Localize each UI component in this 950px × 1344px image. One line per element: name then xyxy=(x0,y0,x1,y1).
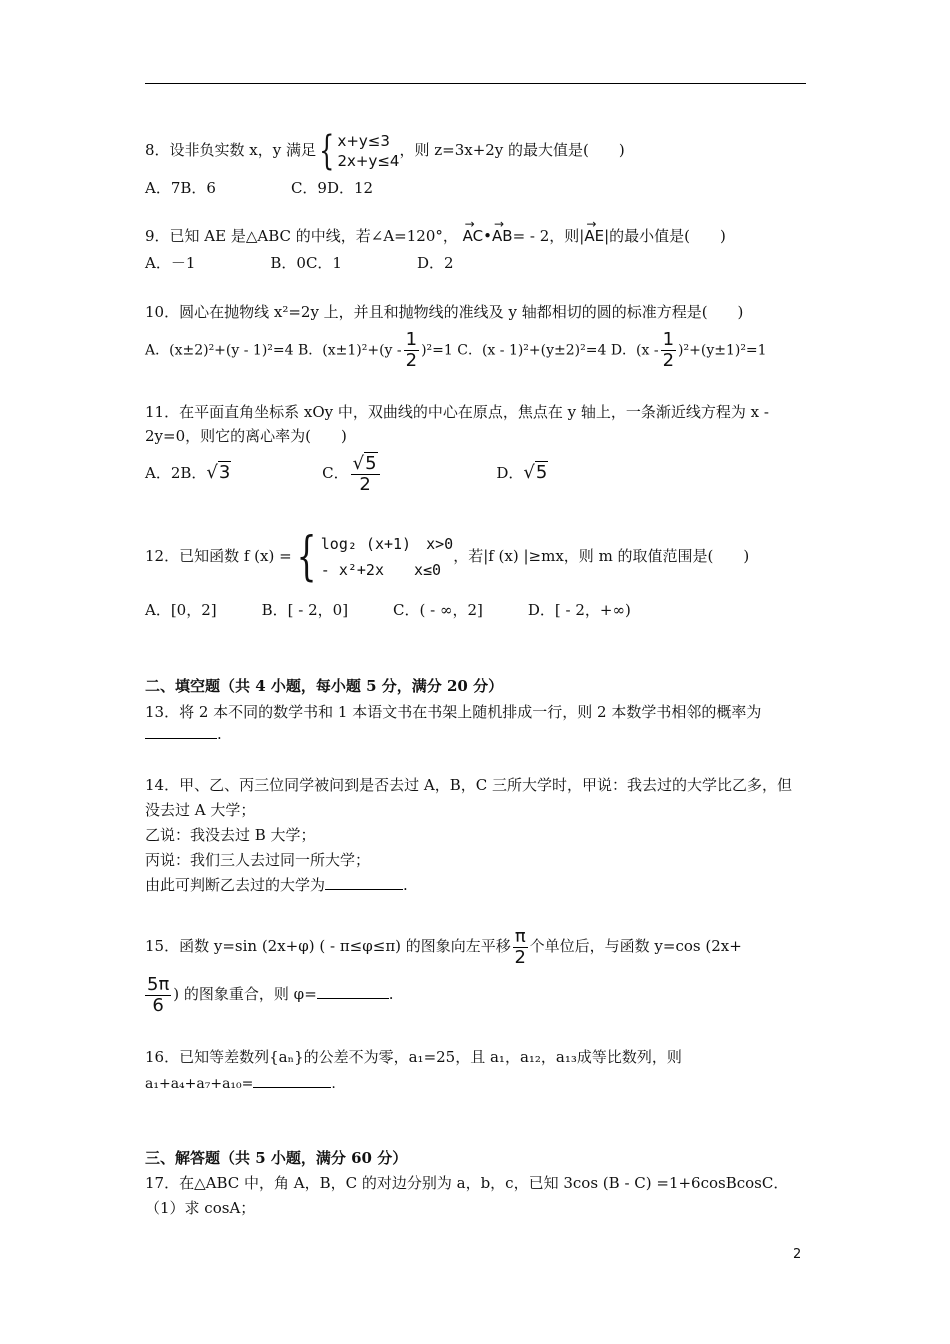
q13-answer-line xyxy=(145,724,222,744)
fraction-half xyxy=(404,330,419,371)
radicand: 5 xyxy=(535,462,548,483)
answer-blank[interactable] xyxy=(325,875,403,890)
question-14-line3: 乙说：我没去过 B 大学； xyxy=(145,826,316,844)
fraction-half-2 xyxy=(661,330,676,371)
answer-blank[interactable] xyxy=(145,724,217,739)
vector-ab: → AB xyxy=(492,226,513,246)
q11-options xyxy=(145,451,548,495)
q9-tail: |的最小值是( ) xyxy=(604,227,726,245)
fraction-pi-over-2 xyxy=(513,927,528,968)
q11-opt-c: C． xyxy=(322,464,349,482)
question-17-line2: （1）求 cosA； xyxy=(145,1199,256,1217)
frac-den: 2 xyxy=(359,473,371,495)
case-1: log₂ (x+1) x>0 xyxy=(320,535,454,553)
question-15-line1 xyxy=(145,924,742,968)
radicand: 5 xyxy=(365,452,377,474)
q15-stem: 15．函数 y=sin (2x+φ) ( - π≤φ≤π) 的图象向左平移 xyxy=(145,937,511,955)
q10-opt-bc: )²=1 C．(x - 1)²+(y±2)²=4 D．(x - xyxy=(421,342,659,359)
period: . xyxy=(217,725,222,743)
q15-stem-cont: 个单位后，与函数 y=cos (2x+ xyxy=(529,937,742,955)
case-2: - x²+2x x≤0 xyxy=(320,561,442,579)
frac-den: 2 xyxy=(514,946,526,968)
question-14-line4: 丙说：我们三人去过同一所大学； xyxy=(145,851,371,869)
q11-opt-d: D． xyxy=(496,464,524,482)
q15-prompt: ) 的图象重合，则 φ= xyxy=(173,985,317,1003)
q11-opt-ab: A．2B． xyxy=(145,464,207,482)
period: . xyxy=(331,1076,336,1092)
section-2-heading: 二、填空题（共 4 小题，每小题 5 分，满分 20 分） xyxy=(145,677,504,695)
question-16-line2 xyxy=(145,1073,336,1094)
section-3-heading: 三、解答题（共 5 小题，满分 60 分） xyxy=(145,1149,408,1167)
q12-options: A．[0，2] B．[ - 2，0] C．( - ∞，2] D．[ - 2，+∞) xyxy=(145,601,631,619)
q10-options xyxy=(145,330,767,371)
frac-num xyxy=(351,454,380,475)
frac-num: 1 xyxy=(662,329,675,350)
page-number: 2 xyxy=(793,1247,802,1262)
fraction-5pi-over-6 xyxy=(145,975,171,1016)
piecewise-brace: { xyxy=(296,527,317,587)
vector-ac: → AC xyxy=(463,226,483,246)
q10-opt-a: A．(x±2)²+(y - 1)²=4 B．(x±1)²+(y - xyxy=(145,342,402,359)
frac-num: π xyxy=(514,925,526,947)
q9-mid: = - 2，则| xyxy=(512,227,585,245)
question-16-line1: 16．已知等差数列{aₙ}的公差不为零，a₁=25，且 a₁，a₁₂，a₁₃成等比数列，则 xyxy=(145,1048,682,1066)
question-11-line2: 2y=0，则它的离心率为( ) xyxy=(145,427,347,445)
period: . xyxy=(388,985,394,1003)
question-15-line2 xyxy=(145,972,394,1016)
q9-options: A．－1 B．0C．1 D．2 xyxy=(145,254,454,272)
piecewise-cases xyxy=(321,531,453,583)
q16-prompt: a₁+a₄+a₇+a₁₀= xyxy=(145,1076,254,1092)
question-9 xyxy=(145,226,726,246)
frac-den: 2 xyxy=(662,350,675,371)
constraint-2: 2x+y≤4 xyxy=(337,152,400,170)
sqrt-3: √3 xyxy=(206,462,231,483)
constraint-1: x+y≤3 xyxy=(337,132,390,150)
q14-prompt: 由此可判断乙去过的大学为 xyxy=(145,876,326,894)
period: . xyxy=(403,876,408,894)
question-14-line5 xyxy=(145,875,408,895)
question-13: 13．将 2 本不同的数学书和 1 本语文书在书架上随机排成一行，则 2 本数学书相邻的概率为 xyxy=(145,703,762,721)
vector-ae: → AE xyxy=(584,226,604,246)
constraint-system xyxy=(337,131,399,171)
frac-num: 5π xyxy=(147,973,170,995)
question-14-line1: 14．甲、乙、丙三位同学被问到是否去过 A，B，C 三所大学时，甲说：我去过的大学比乙多，但 xyxy=(145,776,792,794)
question-10: 10．圆心在抛物线 x²=2y 上，并且和抛物线的准线及 y 轴都相切的圆的标准方程是( ) xyxy=(145,303,744,321)
header-rule xyxy=(145,83,806,84)
question-8 xyxy=(145,128,625,174)
q9-stem: 9．已知 AE 是△ABC 的中线，若∠A=120°， xyxy=(145,227,458,245)
frac-den: 2 xyxy=(405,350,418,371)
question-17-line1: 17．在△ABC 中，角 A，B，C 的对边分别为 a，b，c，已知 3cos (B - C) =1+6cosBcosC． xyxy=(145,1174,789,1192)
question-14-line2: 没去过 A 大学； xyxy=(145,801,256,819)
sqrt-5: √5 xyxy=(523,462,548,483)
radicand: 3 xyxy=(218,462,231,483)
answer-blank[interactable] xyxy=(253,1073,331,1088)
q8-options: A．7B．6 C．9D．12 xyxy=(145,179,374,197)
q10-opt-d: )²+(y±1)²=1 xyxy=(678,342,767,359)
q8-stem: 8．设非负实数 x，y 满足 xyxy=(145,141,317,159)
question-11-line1: 11．在平面直角坐标系 xOy 中，双曲线的中心在原点，焦点在 y 轴上，一条渐近线方程为 x - xyxy=(145,403,769,421)
q8-tail: ，则 z=3x+2y 的最大值是( ) xyxy=(399,141,625,159)
answer-blank[interactable] xyxy=(317,984,389,999)
system-brace: { xyxy=(319,128,335,174)
question-12 xyxy=(145,527,750,587)
fraction-sqrt5-over-2 xyxy=(351,454,380,495)
frac-num: 1 xyxy=(405,329,418,350)
sqrt-5: √5 xyxy=(352,452,377,474)
q12-stem: 12．已知函数 f (x) = xyxy=(145,547,292,565)
dot-operator: • xyxy=(483,227,493,245)
q12-tail: ，若|f (x) |≥mx，则 m 的取值范围是( ) xyxy=(453,547,750,565)
frac-den: 6 xyxy=(152,994,164,1016)
